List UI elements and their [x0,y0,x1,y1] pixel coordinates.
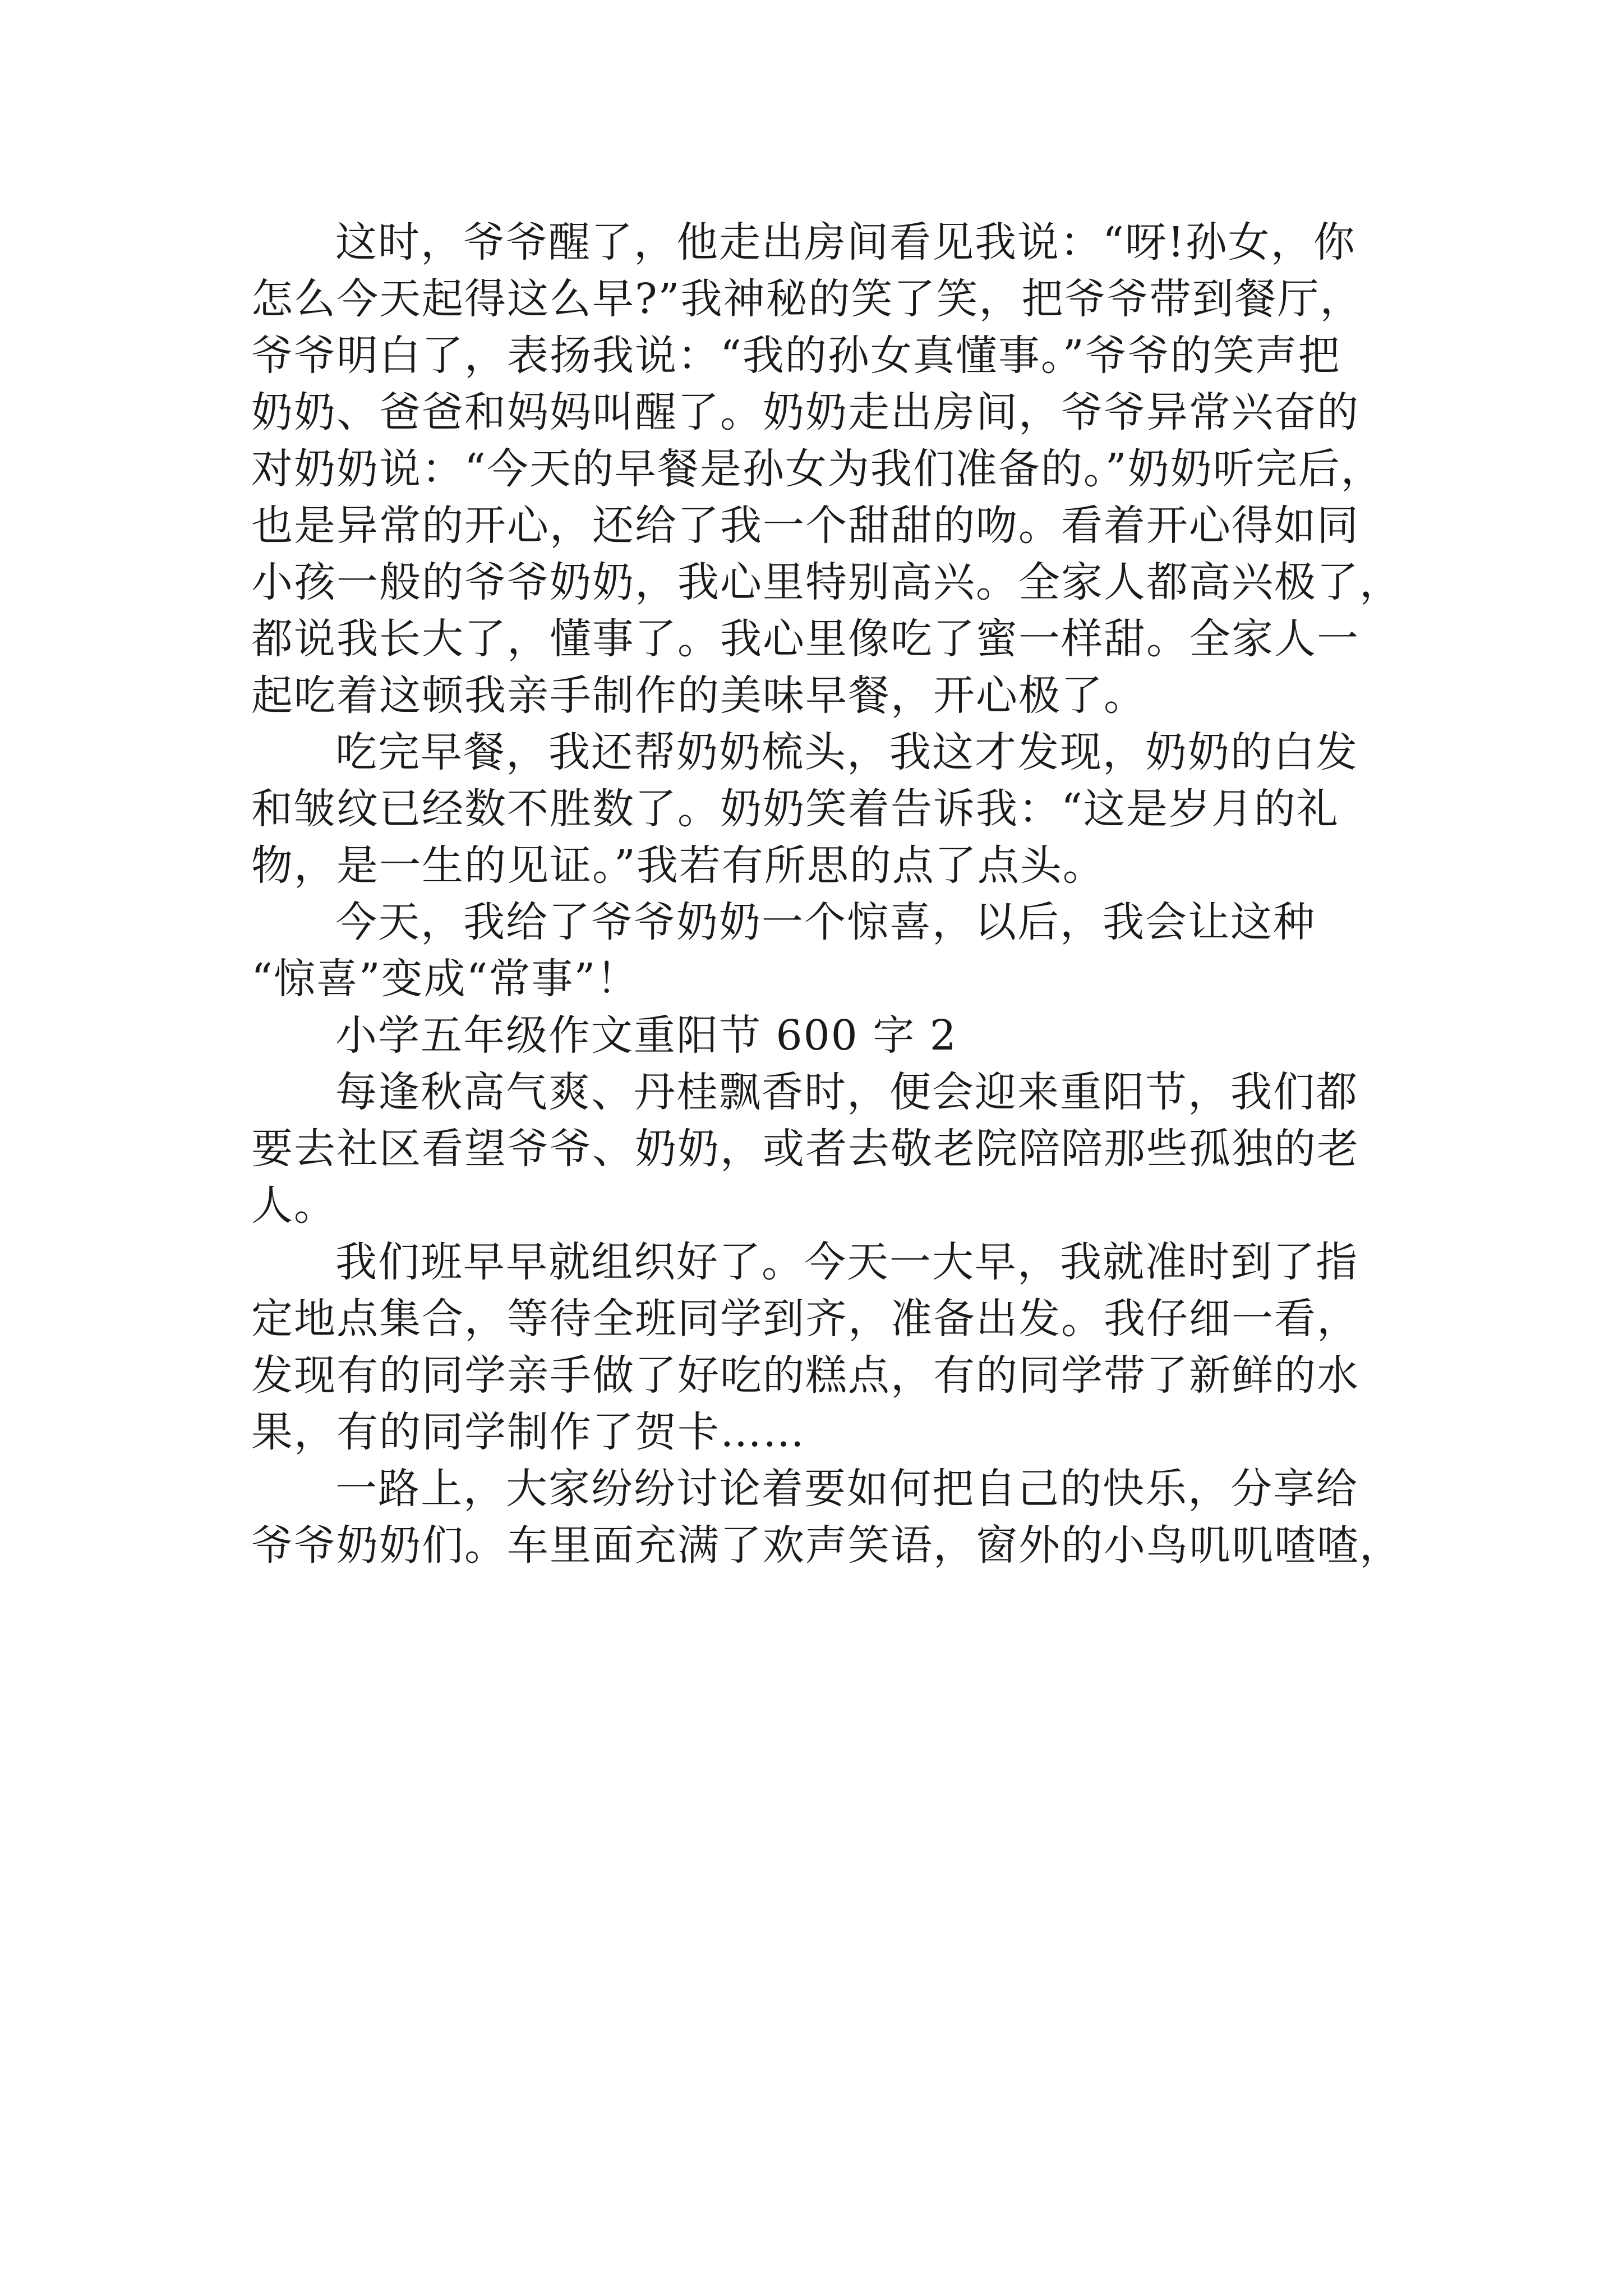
section-heading: 小学五年级作文重阳节 600 字 2 [335,1011,957,1060]
paragraph-line: 小孩一般的爷爷奶奶，我心里特别高兴。全家人都高兴极了， [251,558,1402,606]
paragraph-line: 都说我长大了，懂事了。我心里像吃了蜜一样甜。全家人一 [251,615,1359,663]
paragraph-line: 怎么今天起得这么早?”我神秘的笑了笑，把爷爷带到餐厅， [251,275,1363,323]
paragraph-line: 爷爷明白了，表扬我说：“我的孙女真懂事。”爷爷的笑声把 [251,332,1341,380]
paragraph-line: “惊喜”变成“常事”！ [251,955,639,1003]
paragraph-line: 人。 [251,1181,336,1230]
paragraph-line: 定地点集合，等待全班同学到齐，准备出发。我仔细一看， [251,1295,1359,1343]
document-body [251,214,1402,1574]
paragraph-line: 吃完早餐，我还帮奶奶梳头，我这才发现，奶奶的白发 [335,728,1358,776]
paragraph-line: 要去社区看望爷爷、奶奶，或者去敬老院陪陪那些孤独的老 [251,1125,1359,1173]
paragraph-line: 每逢秋高气爽、丹桂飘香时，便会迎来重阳节，我们都 [335,1068,1358,1116]
paragraph-line: 奶奶、爸爸和妈妈叫醒了。奶奶走出房间，爷爷异常兴奋的 [251,388,1359,436]
paragraph-line: 也是异常的开心，还给了我一个甜甜的吻。看着开心得如同 [251,501,1359,550]
paragraph-line: 物，是一生的见证。”我若有所思的点了点头。 [251,841,1105,890]
paragraph-line: 对奶奶说：“今天的早餐是孙女为我们准备的。”奶奶听完后， [251,445,1384,493]
paragraph-line: 一路上，大家纷纷讨论着要如何把自己的快乐，分享给 [335,1465,1358,1513]
paragraph-line: 起吃着这顿我亲手制作的美味早餐，开心极了。 [251,671,1146,720]
paragraph-line: 我们班早早就组织好了。今天一大早，我就准时到了指 [335,1238,1358,1286]
paragraph-line: 这时，爷爷醒了，他走出房间看见我说：“呀!孙女，你 [335,218,1356,266]
paragraph-line: 爷爷奶奶们。车里面充满了欢声笑语，窗外的小鸟叽叽喳喳， [251,1521,1402,1570]
paragraph-line: 果，有的同学制作了贺卡…… [251,1408,805,1456]
paragraph-line: 发现有的同学亲手做了好吃的糕点，有的同学带了新鲜的水 [251,1351,1359,1400]
paragraph-line: 今天，我给了爷爷奶奶一个惊喜，以后，我会让这种 [335,898,1316,946]
paragraph-line: 和皱纹已经数不胜数了。奶奶笑着告诉我：“这是岁月的礼 [251,785,1339,833]
